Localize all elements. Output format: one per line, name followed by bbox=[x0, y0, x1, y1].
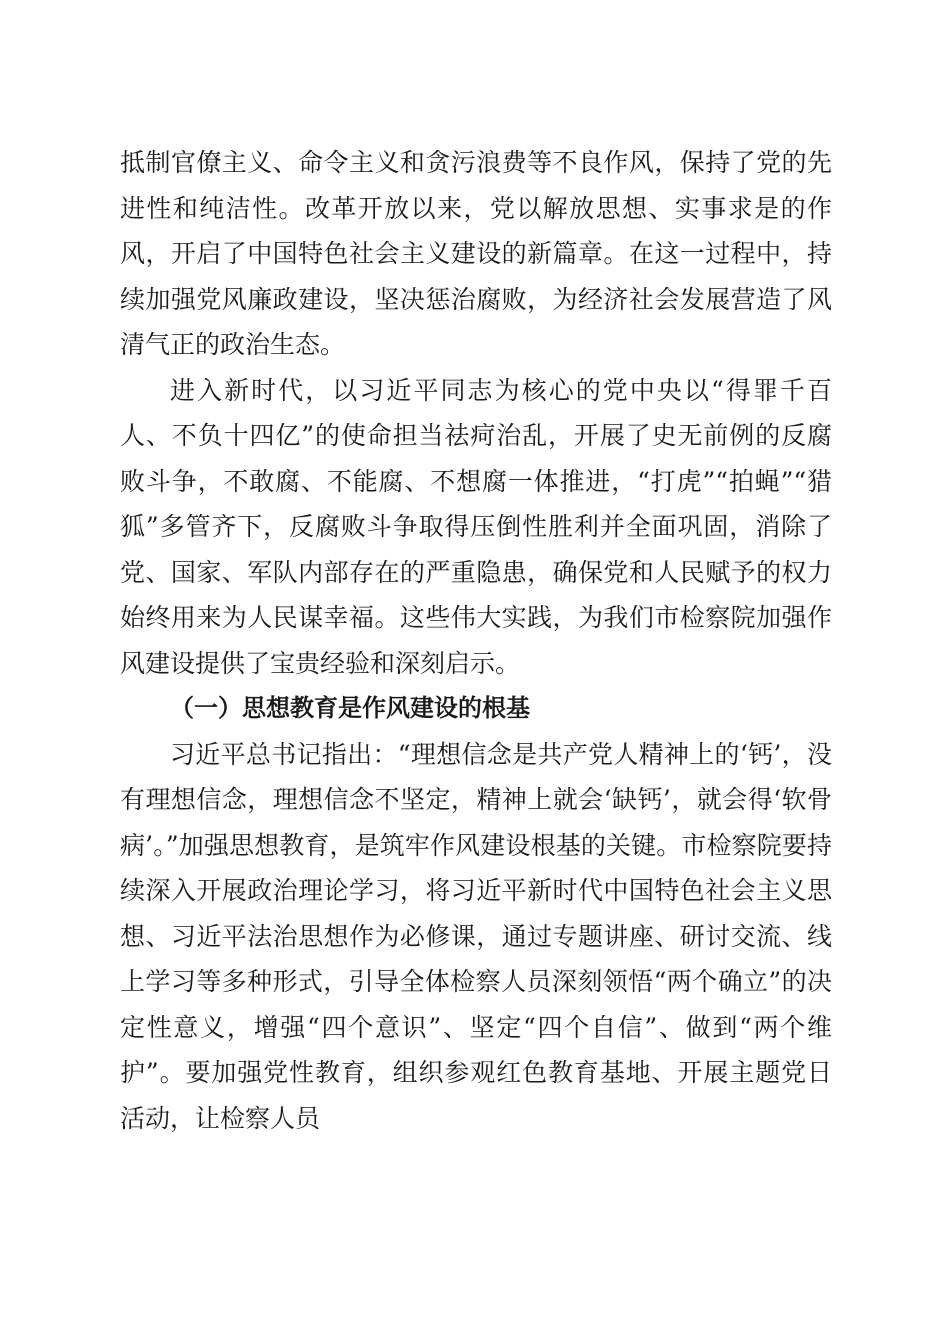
section-heading: （一）思想教育是作风建设的根基 bbox=[170, 694, 530, 722]
paragraph-continuation: 抵制官僚主义、命令主义和贪污浪费等不良作风，保持了党的先进性和纯洁性。改革开放以来，党以解放思想、实事求是的作风，开启了中国特色社会主义建设的新篇章。在这一过程中，持续加强党风廉政建设，坚决惩治腐败，为经济社会发展营造了风清气正的政治生态。 bbox=[120, 148, 832, 359]
document-body bbox=[120, 140, 832, 1141]
paragraph-new-era: 进入新时代，以习近平同志为核心的党中央以“得罪千百人、不负十四亿”的使命担当祛疴治乱，开展了史无前例的反腐败斗争，不敢腐、不能腐、不想腐一体推进，“打虎”“拍蝇”“猎狐”多管齐下，反腐败斗争取得压倒性胜利并全面巩固，消除了党、国家、军队内部存在的严重隐患，确保党和人民赋予的权力始终用来为人民谋幸福。这些伟大实践，为我们市检察院加强作风建设提供了宝贵经验和深刻启示。 bbox=[120, 375, 832, 678]
paragraph-ideological-education: 习近平总书记指出：“理想信念是共产党人精神上的‘钙’，没有理想信念，理想信念不坚定，精神上就会‘缺钙’，就会得‘软骨病’。”加强思想教育，是筑牢作风建设根基的关键。市检察院要持续深入开展政治理论学习，将习近平新时代中国特色社会主义思想、习近平法治思想作为必修课，通过专题讲座、研讨交流、线上学习等多种形式，引导全体检察人员深刻领悟“两个确立”的决定性意义，增强“四个意识”、坚定“四个自信”、做到“两个维护”。要加强党性教育，组织参观红色教育基地、开展主题党日活动，让检察人员 bbox=[120, 739, 832, 1133]
